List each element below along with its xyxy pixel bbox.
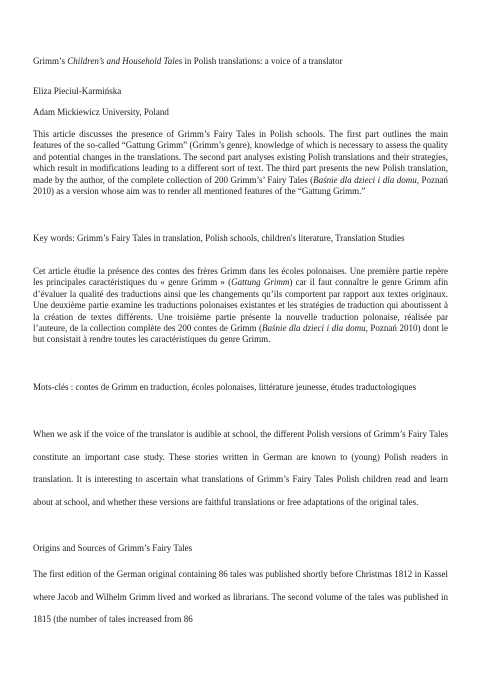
section-paragraph: The first edition of the German original containing 86 tales was published shortly before Christmas 1812 in Kassel where Jacob and Wilhelm Grimm lived and worked as librarians. The second volume of the tales was published in 1815 (the number of tales increased from 86 <box>33 569 448 625</box>
title-italic: Children’s and Household Tales <box>67 56 183 66</box>
abstract-fr-text: Cet article étudie la présence des contes des frères Grimm dans les écoles polonaises. Une première partie repère les principales caractéristiques du « genre Grimm » ( <box>33 266 448 288</box>
abstract-en-italic: Baśnie dla dzieci i dla domu <box>313 174 417 185</box>
article-title <box>33 56 448 67</box>
abstract-en-text: This article discusses the presence of Grimm’s Fairy Tales in Polish schools. The first part outlines the main features of the so-called “Gattung Grimm” (Grimm’s genre), knowledge of which is necessary to assess the quality and potential changes in the translations. The second part analyses existing Polish translations and their strategies, which result in modifications leading to a different sort of text. The third part presents the new Polish translation, made by the author, of the complete collection of 200 Grimm’s’ Fairy Tales ( <box>33 129 448 185</box>
abstract-fr-italic-title: Baśnie dla dzieci i dla domu <box>261 323 366 334</box>
abstract-fr-italic: Gattung Grimm <box>231 277 290 288</box>
abstract-french <box>33 266 448 346</box>
abstract-fr-text-end: , Poznań 2010) dont le but consistait à rendre toutes les caractéristiques du genre Grimm. <box>33 323 448 345</box>
keywords-french: Mots-clés : contes de Grimm en traduction, écoles polonaises, littérature jeunesse, études traductologiques <box>33 382 417 392</box>
intro-paragraph: When we ask if the voice of the translator is audible at school, the different Polish versions of Grimm’s Fairy Tales constitute an important case study. These stories written in German are known to (young) Polish readers in translation. It is interesting to ascertain what translations of Grimm’s Fairy Tales Polish children read and learn about at school, and whether these versions are faithful translations or free adaptations of the original tales. <box>33 429 448 507</box>
abstract-en-text-end: , Poznań 2010) as a version whose aim was to render all mentioned features of the “Gattung Grimm.” <box>33 174 448 197</box>
title-text-end: in Polish translations: a voice of a translator <box>182 56 343 66</box>
title-text: Grimm’s <box>33 56 68 66</box>
keywords-english: Key words: Grimm’s Fairy Tales in translation, Polish schools, children's literature, Translation Studies <box>33 233 405 243</box>
abstract-english <box>33 129 448 197</box>
abstract-fr-text-mid: ) car il faut connaître le genre Grimm afin d’évaluer la qualité des traductions ainsi que les changements qu’ils comportent par rapport aux textes originaux. Une deuxième partie examine les traductions polonaises existantes et les stratégies de traduction qui aboutissent à la création de textes différents. Une troisième partie présente la nouvelle traduction polonaise, réalisée par l’auteure, de la collection complète des 200 contes de Grimm ( <box>33 277 448 334</box>
author-name: Eliza Pieciul-Karmińska <box>33 86 122 96</box>
section-heading: Origins and Sources of Grimm’s Fairy Tales <box>33 543 193 553</box>
author-affiliation: Adam Mickiewicz University, Poland <box>33 107 169 117</box>
